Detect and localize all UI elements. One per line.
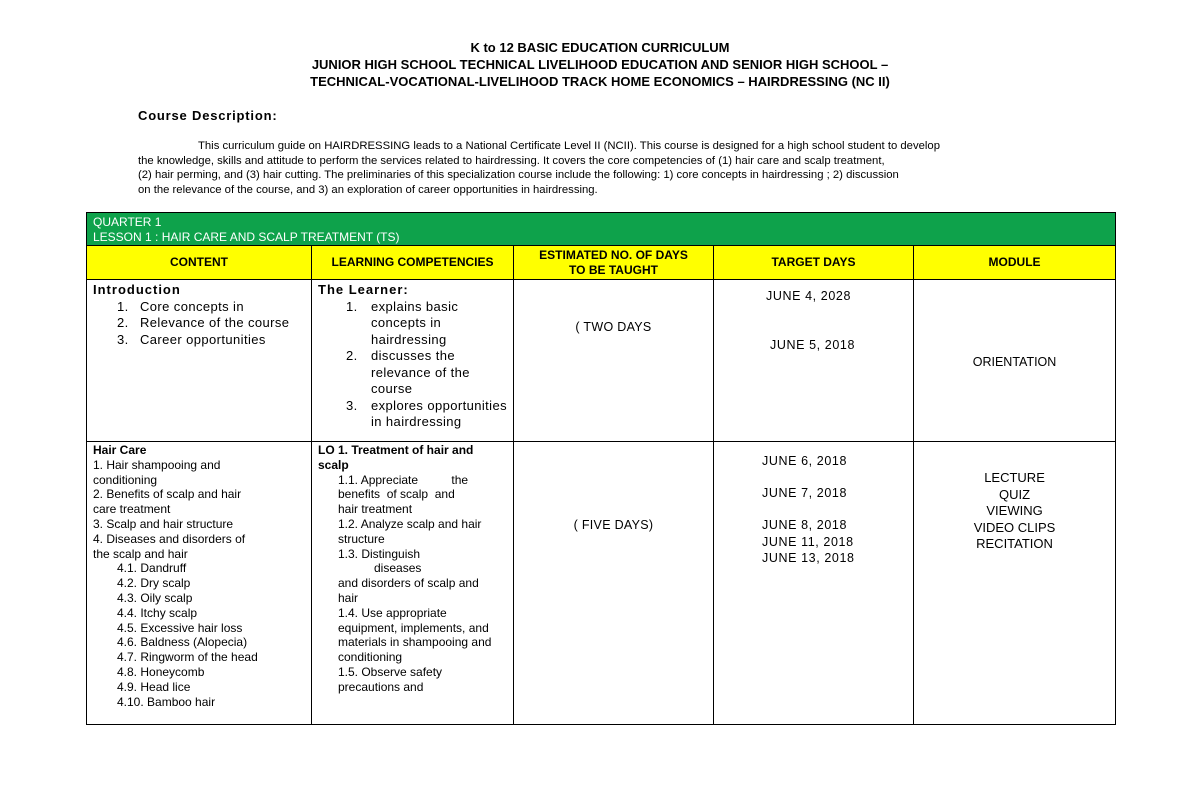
- course-description-line: (2) hair perming, and (3) hair cutting. The preliminaries of this specialization course include the following: 1) core concepts in hairdressing ; 2) discussion: [138, 169, 899, 182]
- competency-line: 1.5. Observe safety: [338, 664, 443, 679]
- competencies-list: [318, 299, 509, 431]
- header-target-days: TARGET DAYS: [714, 246, 914, 280]
- content-line: 2. Benefits of scalp and hair: [93, 487, 242, 502]
- item-number: 2.: [117, 315, 129, 330]
- competency-line: 1.1. Appreciate the: [338, 472, 469, 487]
- target-date: JUNE 5, 2018: [770, 338, 856, 352]
- item-text: Core concepts in: [140, 298, 244, 314]
- doc-title-line-1: K to 12 BASIC EDUCATION CURRICULUM: [470, 40, 730, 55]
- quarter-cell: [87, 213, 1116, 246]
- list-item: [318, 348, 509, 398]
- module-cell: [914, 442, 1116, 725]
- content-line: 3. Scalp and hair structure: [93, 516, 234, 531]
- days-cell: [514, 280, 714, 442]
- item-number: 1.: [117, 298, 129, 314]
- list-item: [93, 315, 307, 332]
- target-days-cell: [714, 442, 914, 725]
- header-days: [514, 246, 714, 280]
- target-date: JUNE 4, 2028: [766, 289, 852, 303]
- competency-line: hair: [338, 590, 359, 605]
- content-line: the scalp and hair: [93, 546, 188, 561]
- item-number: 1.: [346, 298, 358, 314]
- lo-title-line-2: scalp: [318, 457, 349, 472]
- course-description-line: on the relevance of the course, and 3) an exploration of career opportunities in hairdressing.: [138, 184, 598, 197]
- item-number: 2.: [346, 348, 358, 363]
- lo-title-line-1: LO 1. Treatment of hair and: [318, 443, 474, 457]
- quarter-label: QUARTER 1: [93, 215, 162, 229]
- content-subitem: 4.8. Honeycomb: [117, 664, 205, 679]
- competency-line: equipment, implements, and: [338, 620, 489, 635]
- competency-line: 1.3. Distinguish: [338, 546, 421, 561]
- competency-line: 1.4. Use appropriate: [338, 605, 447, 620]
- content-line: conditioning: [93, 472, 158, 487]
- table-row: [87, 442, 1116, 725]
- competency-line: hair treatment: [338, 502, 413, 517]
- header-row: [87, 246, 1116, 280]
- competency-line: benefits of scalp and: [338, 487, 455, 502]
- item-text: discusses the relevance of the course: [371, 348, 470, 396]
- item-text: Relevance of the course: [140, 315, 290, 330]
- target-date: JUNE 7, 2018: [762, 486, 848, 500]
- course-description-label: Course Description:: [138, 108, 278, 123]
- module-item: LECTURE: [984, 470, 1045, 485]
- competency-line: and disorders of scalp and: [338, 576, 479, 591]
- module-text: ORIENTATION: [972, 354, 1057, 369]
- target-date: JUNE 11, 2018: [762, 535, 854, 549]
- target-date: JUNE 13, 2018: [762, 551, 855, 565]
- target-date: JUNE 6, 2018: [762, 454, 848, 468]
- content-subitem: 4.4. Itchy scalp: [117, 605, 198, 620]
- content-subitem: 4.10. Bamboo hair: [117, 694, 216, 709]
- item-text: explores opportunities in hairdressing: [371, 397, 507, 429]
- course-description-line: the knowledge, skills and attitude to perform the services related to hairdressing. It covers the core competencies of (1) hair care and scalp treatment,: [138, 154, 885, 167]
- content-cell: [87, 442, 312, 725]
- competencies-title: The Learner:: [318, 282, 409, 297]
- header-competencies: LEARNING COMPETENCIES: [312, 246, 514, 280]
- course-description-line: This curriculum guide on HAIRDRESSING leads to a National Certificate Level II (NCII). This course is designed for a high school student to develop: [198, 140, 940, 152]
- content-subitem: 4.7. Ringworm of the head: [117, 650, 258, 665]
- doc-title-line-3: TECHNICAL-VOCATIONAL-LIVELIHOOD TRACK HOME ECONOMICS – HAIRDRESSING (NC II): [310, 74, 890, 89]
- content-line: care treatment: [93, 502, 171, 517]
- item-text: explains basic concepts in hairdressing: [371, 298, 459, 347]
- competency-line: diseases: [374, 561, 422, 576]
- module-item: VIEWING: [986, 503, 1043, 518]
- content-cell: [87, 280, 312, 442]
- quarter-row: [87, 213, 1116, 246]
- header-module: MODULE: [914, 246, 1116, 280]
- module-item: QUIZ: [999, 486, 1031, 502]
- lesson-label: LESSON 1 : HAIR CARE AND SCALP TREATMENT (TS): [93, 230, 400, 244]
- module-item: VIDEO CLIPS: [973, 519, 1056, 535]
- list-item: [318, 398, 509, 431]
- content-subitem: 4.2. Dry scalp: [117, 576, 191, 591]
- competencies-cell: [312, 442, 514, 725]
- list-item: [318, 299, 509, 349]
- competencies-cell: [312, 280, 514, 442]
- competency-line: structure: [338, 531, 385, 546]
- competency-line: materials in shampooing and: [338, 635, 492, 650]
- list-item: [93, 332, 307, 349]
- competency-line: conditioning: [338, 650, 403, 665]
- doc-title-line-2: JUNIOR HIGH SCHOOL TECHNICAL LIVELIHOOD EDUCATION AND SENIOR HIGH SCHOOL –: [311, 57, 889, 72]
- module-item: RECITATION: [976, 536, 1053, 551]
- header-days-line-1: ESTIMATED NO. OF DAYS: [539, 247, 688, 262]
- content-subitem: 4.9. Head lice: [117, 679, 191, 694]
- days-text: ( FIVE DAYS): [573, 518, 654, 532]
- target-date: JUNE 8, 2018: [762, 518, 848, 532]
- days-text: ( TWO DAYS: [575, 320, 652, 334]
- module-cell: [914, 280, 1116, 442]
- curriculum-table: [86, 212, 1116, 725]
- content-line: 1. Hair shampooing and: [93, 457, 221, 472]
- course-description-text: [138, 139, 1018, 198]
- content-list: [93, 299, 307, 349]
- competency-line: precautions and: [338, 679, 424, 694]
- days-cell: [514, 442, 714, 725]
- content-subitem: 4.1. Dandruff: [117, 561, 187, 576]
- content-title: Hair Care: [93, 443, 147, 457]
- header-content: CONTENT: [87, 246, 312, 280]
- header-days-line-2: TO BE TAUGHT: [569, 262, 658, 277]
- content-line: 4. Diseases and disorders of: [93, 531, 246, 546]
- target-days-cell: [714, 280, 914, 442]
- item-number: 3.: [117, 331, 129, 347]
- content-subitem: 4.3. Oily scalp: [117, 590, 193, 605]
- content-subitem: 4.5. Excessive hair loss: [117, 620, 243, 635]
- list-item: [93, 299, 307, 316]
- content-title: Introduction: [93, 282, 181, 297]
- item-number: 3.: [346, 397, 358, 413]
- table-row: [87, 280, 1116, 442]
- content-subitem: 4.6. Baldness (Alopecia): [117, 635, 248, 650]
- competency-line: 1.2. Analyze scalp and hair: [338, 516, 482, 531]
- item-text: Career opportunities: [140, 331, 266, 347]
